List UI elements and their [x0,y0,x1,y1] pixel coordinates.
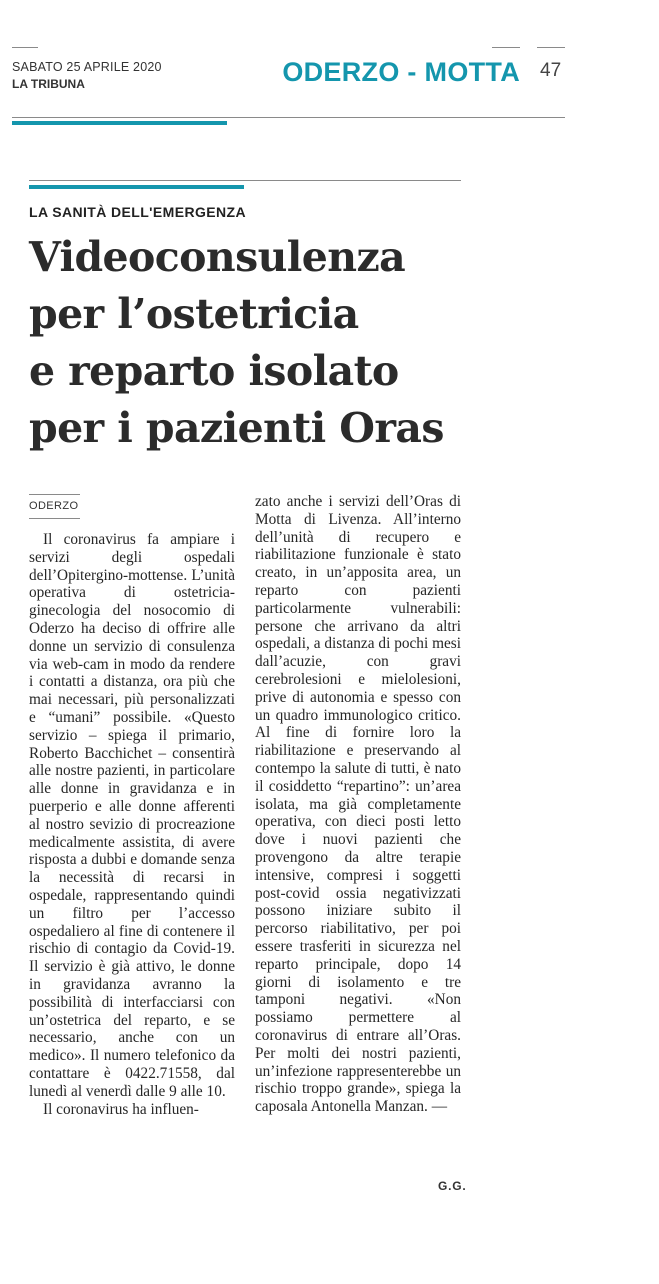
body-paragraph: zato anche i servizi dell’Oras di Motta di Livenza. All’interno dell’unità di recupero e riabilitazione funzionale è stato creato, in un’apposita area, un reparto con pazienti particolarmente vulnerabili: persone che arrivano da altri ospedali, a distanza di pochi mesi dall’acuzie, con gravi cerebrolesioni e mielolesioni, prive di autonomia e spesso con un quadro immunologico critico. Al fine di fornire loro la riabilitazione e preservando al contempo la salute di tutti, è nato il cosiddetto “repartino”: un’area isolata, ma già completamente operativa, con dieci posti letto dove i nuovi pazienti che provengono da altre terapie intensive, compresi i soggetti post-covid ossia negativizzati possono iniziare subito il percorso riabilitativo, per poi essere trasferiti in sicurezza nel reparto principale, dopo 14 giorni di isolamento e tre tamponi negativi. «Non possiamo permettere al coronavirus di entrare all’Oras. Per molti dei nostri pazienti, un’infezione rappresenterebbe un rischio troppo grande», spiega la caposala Antonella Manzan. — [255,493,461,1116]
page-number: 47 [540,60,562,81]
section-title: ODERZO - MOTTA [282,57,520,87]
article-column-2 [255,493,461,1116]
header-tick-right [537,47,565,48]
article-accent-bar [29,185,244,189]
headline-line-4: per i pazienti Oras [29,404,444,452]
headline-line-2: per l’ostetricia [29,290,359,338]
article-top-divider [29,180,461,181]
issue-date: SABATO 25 APRILE 2020 [12,60,162,74]
header-tick-mid [492,47,520,48]
author-signature: G.G. [438,1179,467,1193]
dateline-rule-top [29,494,80,495]
newspaper-name: LA TRIBUNA [12,77,85,91]
article-kicker: LA SANITÀ DELL'EMERGENZA [29,204,246,220]
body-paragraph: Il coronavirus ha influen- [43,1100,199,1118]
article-headline [29,229,469,457]
dateline-rule-bottom [29,518,80,519]
headline-line-1: Videoconsulenza [29,233,406,281]
article-column-1 [29,531,235,1118]
header-accent-bar [12,121,227,125]
body-paragraph: Il coronavirus fa ampiare i servizi degli ospedali dell’Opitergino-mottense. L’unità operativa di ostetricia-ginecologia del nosocomio di Oderzo ha deciso di offrire alle donne un servizio di consulenza via web-cam in modo da rendere i contatti a distanza, ora più che mai necessari, più personalizzati e “umani” possibile. «Questo servizio – spiega il primario, Roberto Bacchichet – consentirà alle nostre pazienti, in particolare alle donne in gravidanza e in puerperio e alle donne afferenti al nostro sevizio di procreazione medicalmente assistita, di avere risposta a dubbi e domande senza la necessità di recarsi in ospedale, rappresentando quindi un filtro per l’accesso ospedaliero al fine di contenere il rischio di contagio da Covid-19. Il servizio è già attivo, le donne in gravidanza avranno la possibilità di interfacciarsi con un’ostetrica del reparto, e se necessario, anche con un medico». Il numero telefonico da contattare è 0422.71558, dal lunedì al venerdì dalle 9 alle 10. [29,531,235,1100]
header-tick-left [12,47,38,48]
headline-line-3: e reparto isolato [29,347,399,395]
header-divider [12,117,565,118]
article-dateline: ODERZO [29,500,79,512]
